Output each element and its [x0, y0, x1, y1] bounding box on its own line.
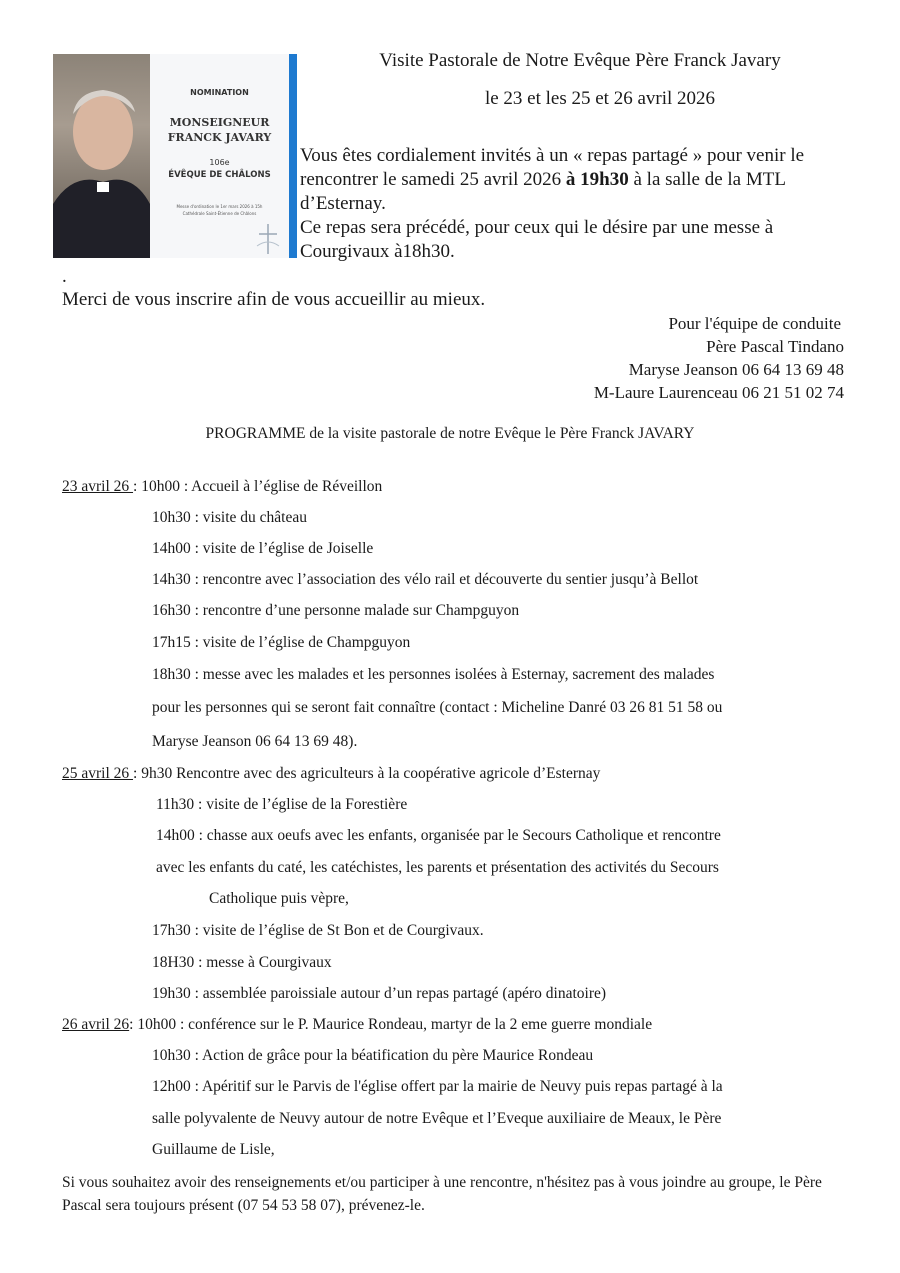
day3-header — [62, 1016, 652, 1034]
register-note: Merci de vous inscrire afin de vous accueillir au mieux. — [62, 289, 486, 310]
day1-item: 18h30 : messe avec les malades et les personnes isolées à Esternay, sacrement des malades — [152, 666, 715, 683]
signature-line3: Maryse Jeanson 06 64 13 69 48 — [628, 360, 844, 379]
day1-item: 10h00 : Accueil à l’église de Réveillon — [141, 478, 383, 495]
poster-title-line1: MONSEIGNEUR — [169, 116, 270, 129]
day3-item: Guillaume de Lisle, — [152, 1141, 275, 1158]
day3-item: 10h30 : Action de grâce pour la béatification du père Maurice Rondeau — [152, 1047, 594, 1064]
day2-separator: : — [133, 765, 142, 782]
invitation-part3: Ce repas sera précédé, pour ceux qui le désire par une messe à Courgivaux à18h30. — [300, 217, 774, 262]
bishop-portrait — [53, 54, 150, 258]
visit-dates: le 23 et les 25 et 26 avril 2026 — [484, 88, 716, 109]
day2-date: 25 avril 26 — [62, 765, 134, 782]
poster-small-line1: Messe d'ordination le 1er mars 2026 à 15h — [176, 204, 263, 209]
day1-item: pour les personnes qui se seront fait connaître (contact : Micheline Danré 03 26 81 51 58 ou — [152, 699, 723, 716]
poster-nomination: NOMINATION — [190, 88, 249, 97]
poster-rank: 106e — [209, 158, 230, 167]
dot-separator: . — [62, 266, 67, 287]
day1-item: 17h15 : visite de l’église de Champguyon — [152, 634, 411, 651]
day2-header — [62, 765, 600, 783]
day1-header — [62, 478, 382, 496]
footer-note: Si vous souhaitez avoir des renseignements et/ou participer à une rencontre, n'hésitez pas à vous joindre au groupe, le Père Pascal sera toujours présent (07 54 53 58 07), prévenez-le. — [62, 1174, 822, 1214]
nomination-poster — [53, 54, 297, 258]
day1-item: 16h30 : rencontre d’une personne malade sur Champguyon — [152, 602, 520, 619]
day3-item: salle polyvalente de Neuvy autour de notre Evêque et l’Eveque auxiliaire de Meaux, le Père — [152, 1110, 722, 1127]
day2-item: avec les enfants du caté, les catéchistes, les parents et présentation des activités du Secours — [156, 859, 719, 876]
day3-date: 26 avril 26 — [62, 1016, 130, 1033]
poster-small-line2: Cathédrale Saint-Étienne de Châlons — [182, 211, 257, 216]
day3-item: 12h00 : Apéritif sur le Parvis de l'église offert par la mairie de Neuvy puis repas partagé à la — [152, 1078, 723, 1095]
day1-item: Maryse Jeanson 06 64 13 69 48). — [152, 733, 358, 750]
signature-line2: Père Pascal Tindano — [706, 337, 844, 356]
day1-date: 23 avril 26 — [62, 478, 134, 495]
signature-line1: Pour l'équipe de conduite — [668, 314, 841, 333]
invitation-part2: à la salle de la MTL d’Esternay. — [300, 169, 786, 214]
day3-item: 10h00 : conférence sur le P. Maurice Rondeau, martyr de la 2 eme guerre mondiale — [137, 1016, 653, 1033]
day2-item: 19h30 : assemblée paroissiale autour d’un repas partagé (apéro dinatoire) — [152, 985, 607, 1002]
day1-separator: : — [133, 478, 142, 495]
signature-line4: M-Laure Laurenceau 06 21 51 02 74 — [593, 383, 844, 402]
poster-title-line2: FRANCK JAVARY — [167, 131, 272, 144]
day2-item: 9h30 Rencontre avec des agriculteurs à la coopérative agricole d’Esternay — [141, 765, 601, 782]
day2-item: Catholique puis vèpre, — [209, 890, 349, 907]
day1-item: 14h00 : visite de l’église de Joiselle — [152, 540, 374, 557]
day2-item: 18H30 : messe à Courgivaux — [152, 954, 332, 971]
visit-title: Visite Pastorale de Notre Evêque Père Franck Javary — [379, 50, 781, 71]
poster-role: ÉVÊQUE DE CHÂLONS — [168, 170, 271, 180]
day3-separator: : — [129, 1016, 138, 1033]
invitation-time: à 19h30 — [565, 169, 629, 190]
day2-item: 14h00 : chasse aux oeufs avec les enfants, organisée par le Secours Catholique et rencontre — [156, 827, 721, 844]
program-title: PROGRAMME de la visite pastorale de notre Evêque le Père Franck JAVARY — [205, 425, 695, 442]
poster-blue-bar — [289, 54, 297, 258]
cross-icon — [253, 222, 283, 256]
day2-item: 11h30 : visite de l’église de la Forestière — [156, 796, 408, 813]
invitation-part1: Vous êtes cordialement invités à un « repas partagé » pour venir le rencontrer le samedi 25 avril 2026 — [300, 145, 805, 190]
day1-item: 10h30 : visite du château — [152, 509, 307, 526]
invitation-text — [300, 144, 860, 264]
day2-item: 17h30 : visite de l’église de St Bon et de Courgivaux. — [152, 922, 484, 939]
diocese-logo — [55, 58, 75, 72]
day1-item: 14h30 : rencontre avec l’association des vélo rail et découverte du sentier jusqu’à Bellot — [152, 571, 699, 588]
